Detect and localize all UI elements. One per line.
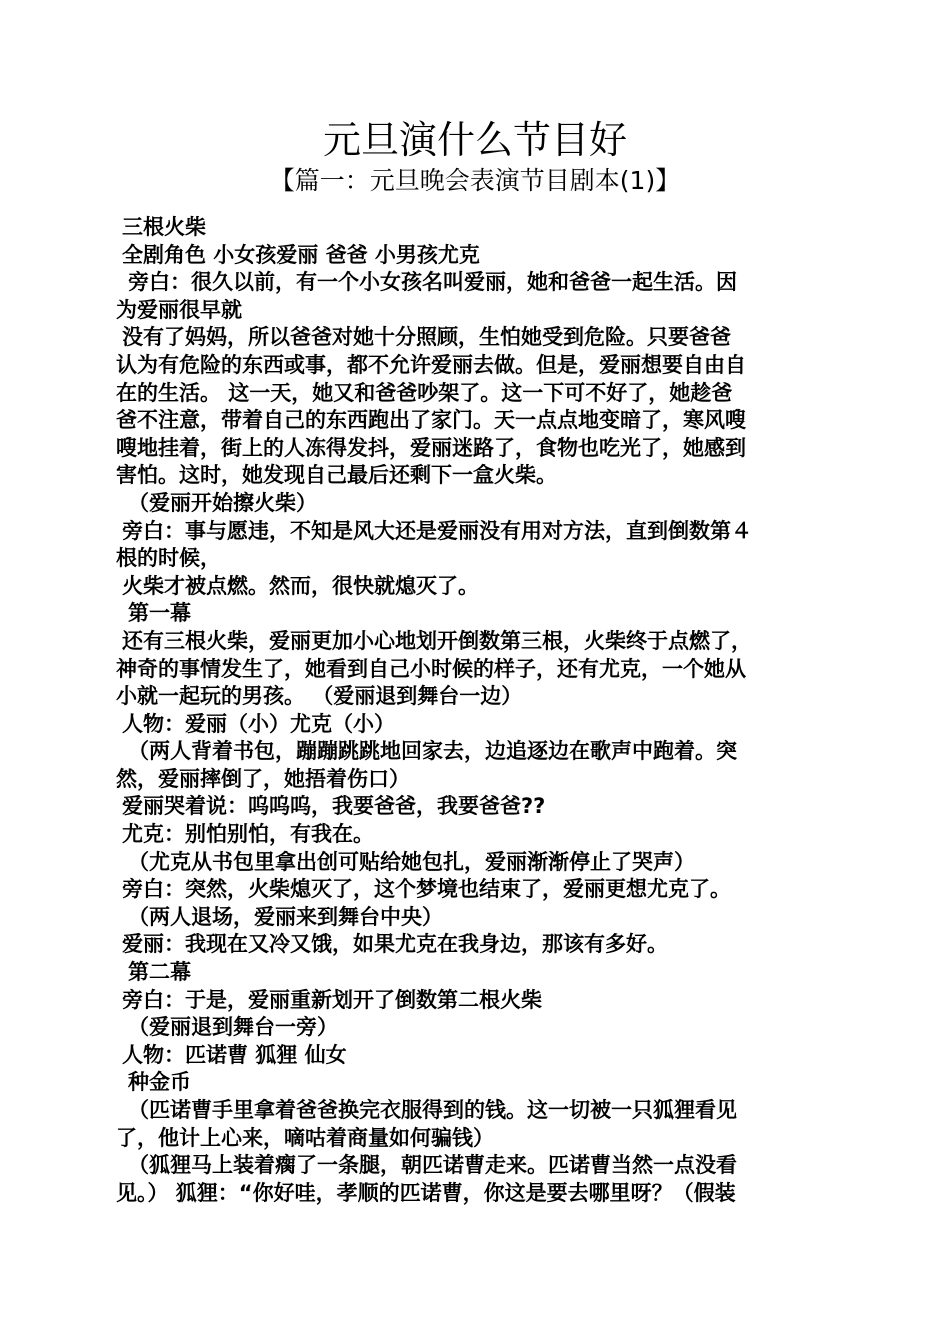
paragraph-line: 尤克：别怕别怕，有我在。 [122,822,374,847]
paragraph-line: 见。） 狐狸：“你好哇，孝顺的匹诺曹，你这是要去哪里呀？（假装 [116,1180,736,1205]
paragraph-line: 三根火柴 [122,215,206,239]
paragraph-line: 第一幕 [128,601,191,626]
paragraph-line: 人物：爱丽（小）尤克（小） [122,711,395,736]
paragraph-line: 为爱丽很早就 [116,297,242,322]
paragraph-line: （爱丽退到舞台一旁） [128,1015,338,1040]
paragraph-line: 爱丽：我现在又冷又饿，如果尤克在我身边，那该有多好。 [122,932,668,957]
paragraph-line: 还有三根火柴，爱丽更加小心地划开倒数第三根，火柴终于点燃了， [122,628,752,653]
paragraph-line: 然，爱丽摔倒了，她捂着伤口） [116,766,410,791]
paragraph-line: 旁白：很久以前，有一个小女孩名叫爱丽，她和爸爸一起生活。因 [128,270,737,295]
document-title: 元旦演什么节目好 [322,118,627,162]
paragraph-line: 害怕。这时，她发现自己最后还剩下一盒火柴。 [116,463,557,488]
paragraph-line: （匹诺曹手里拿着爸爸换完衣服得到的钱。这一切被一只狐狸看见 [128,1098,737,1122]
paragraph-line: （两人退场，爱丽来到舞台中央） [128,904,443,929]
paragraph-line: 旁白：事与愿违，不知是风大还是爱丽没有用对方法，直到倒数第４ [122,518,752,543]
paragraph-line: 旁白：突然，火柴熄灭了，这个梦境也结束了，爱丽更想尤克了。 [122,877,731,902]
paragraph-line: 爸不注意，带着自己的东西跑出了家门。天一点点地变暗了，寒风嗖 [116,408,746,433]
paragraph-line: 在的生活。 这一天，她又和爸爸吵架了。这一下可不好了，她趁爸 [116,380,733,405]
paragraph-line: 第二幕 [128,960,191,985]
paragraph-line: 了，他计上心来，嘀咕着商量如何骗钱） [116,1125,494,1150]
document-body [116,214,838,1207]
document-subtitle: 【篇一：元旦晚会表演节目剧本(1)】 [269,166,681,195]
paragraph-line: （尤克从书包里拿出创可贴给她包扎，爱丽渐渐停止了哭声） [128,849,695,874]
paragraph-line: 没有了妈妈，所以爸爸对她十分照顾，生怕她受到危险。只要爸爸 [122,325,731,350]
paragraph-line: 嗖地挂着，街上的人冻得发抖，爱丽迷路了，食物也吃光了，她感到 [116,435,746,460]
paragraph-line: （两人背着书包，蹦蹦跳跳地回家去，边追逐边在歌声中跑着。突 [128,739,737,764]
paragraph-line: （狐狸马上装着瘸了一条腿，朝匹诺曹走来。匹诺曹当然一点没看 [128,1153,737,1178]
paragraph-line: 火柴才被点燃。然而，很快就熄灭了。 [122,573,479,598]
paragraph-line: 种金币 [128,1070,191,1095]
paragraph-line: 小就一起玩的男孩。 （爱丽退到舞台一边） [116,684,523,709]
paragraph-line: 神奇的事情发生了，她看到自己小时候的样子，还有尤克，一个她从 [116,656,746,681]
paragraph-line: 根的时候， [116,546,221,571]
paragraph-line: 认为有危险的东西或事，都不允许爱丽去做。但是，爱丽想要自由自 [116,352,746,377]
paragraph-line: 爱丽哭着说：呜呜呜，我要爸爸，我要爸爸?? [122,794,546,819]
paragraph-line: 人物：匹诺曹 狐狸 仙女 [122,1042,347,1067]
paragraph-line: （爱丽开始擦火柴） [128,490,317,515]
paragraph-line: 旁白：于是，爱丽重新划开了倒数第二根火柴 [122,987,542,1012]
paragraph-line: 全剧角色 小女孩爱丽 爸爸 小男孩尤克 [122,242,480,267]
